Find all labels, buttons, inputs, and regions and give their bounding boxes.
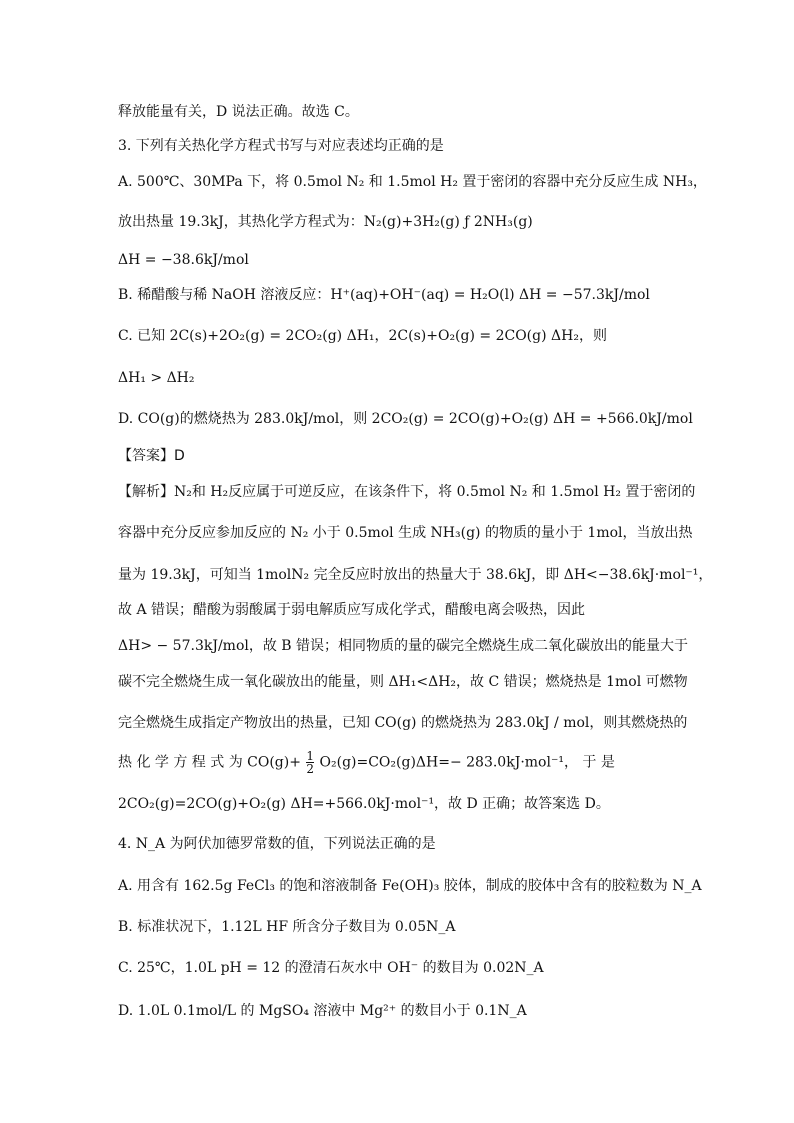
option-3a-line3: ΔH = −38.6kJ/mol — [118, 252, 249, 268]
analysis-line8 — [118, 750, 615, 775]
option-4a: A. 用含有 162.5g FeCl₃ 的饱和溶液制备 Fe(OH)₃ 胶体，制成的胶体中含有的胶粒数为 N_A — [118, 878, 702, 894]
fraction-one-half — [306, 750, 314, 775]
option-3d: D. CO(g)的燃烧热为 283.0kJ/mol，则 2CO₂(g) = 2CO(g)+O₂(g) ΔH = +566.0kJ/mol — [118, 411, 693, 427]
option-4b: B. 标准状况下，1.12L HF 所含分子数目为 0.05N_A — [118, 919, 456, 935]
analysis-line9: 2CO₂(g)=2CO(g)+O₂(g) ΔH=+566.0kJ·mol⁻¹，故 D 正确；故答案选 D。 — [118, 796, 610, 812]
option-3c-line1: C. 已知 2C(s)+2O₂(g) = 2CO₂(g) ΔH₁，2C(s)+O₂(g) = 2CO(g) ΔH₂，则 — [118, 328, 607, 344]
analysis-line1: 【解析】N₂和 H₂反应属于可逆反应，在该条件下，将 0.5mol N₂ 和 1.5mol H₂ 置于密闭的 — [118, 484, 696, 500]
option-3a-line2: 放出热量 19.3kJ，其热化学方程式为：N₂(g)+3H₂(g) ƒ 2NH₃(g) — [118, 214, 533, 230]
thermo-equation-suffix: O₂(g)=CO₂(g)ΔH=− 283.0kJ·mol⁻¹， 于 是 — [319, 754, 615, 771]
fraction-numerator: 1 — [306, 749, 315, 763]
analysis-line2: 容器中充分反应参加反应的 N₂ 小于 0.5mol 生成 NH₃(g) 的物质的量小于 1mol，当放出热 — [118, 525, 693, 541]
answer-label: 【答案】D — [118, 448, 185, 464]
option-3a-line1: A. 500℃、30MPa 下，将 0.5mol N₂ 和 1.5mol H₂ 置于密闭的容器中充分反应生成 NH₃， — [118, 174, 707, 190]
thermo-equation-prefix: 热 化 学 方 程 式 为 CO(g)+ — [118, 754, 301, 771]
analysis-line6: 碳不完全燃烧生成一氧化碳放出的能量，则 ΔH₁<ΔH₂，故 C 错误；燃烧热是 1mol 可燃物 — [118, 674, 688, 690]
text-line-1: 释放能量有关，D 说法正确。故选 C。 — [118, 104, 359, 120]
analysis-line3: 量为 19.3kJ，可知当 1molN₂ 完全反应时放出的热量大于 38.6kJ，即 ΔH<−38.6kJ·mol⁻¹， — [118, 567, 713, 583]
question-4-stem: 4. N_A 为阿伏加德罗常数的值，下列说法正确的是 — [118, 836, 436, 852]
fraction-denominator: 2 — [306, 762, 315, 776]
question-3-stem: 3. 下列有关热化学方程式书写与对应表述均正确的是 — [118, 138, 444, 154]
option-3b: B. 稀醋酸与稀 NaOH 溶液反应：H⁺(aq)+OH⁻(aq) = H₂O(l) ΔH = −57.3kJ/mol — [118, 287, 650, 303]
analysis-line5: ΔH> − 57.3kJ/mol，故 B 错误；相同物质的量的碳完全燃烧生成二氧化碳放出的能量大于 — [118, 638, 689, 654]
option-4d: D. 1.0L 0.1mol/L 的 MgSO₄ 溶液中 Mg²⁺ 的数目小于 0.1N_A — [118, 1003, 527, 1019]
option-4c: C. 25℃，1.0L pH = 12 的澄清石灰水中 OH⁻ 的数目为 0.02N_A — [118, 960, 544, 976]
analysis-line4: 故 A 错误；醋酸为弱酸属于弱电解质应写成化学式，醋酸电离会吸热，因此 — [118, 602, 586, 618]
analysis-line7: 完全燃烧生成指定产物放出的热量，已知 CO(g) 的燃烧热为 283.0kJ / mol，则其燃烧热的 — [118, 715, 688, 731]
option-3c-line2: ΔH₁ > ΔH₂ — [118, 370, 195, 386]
